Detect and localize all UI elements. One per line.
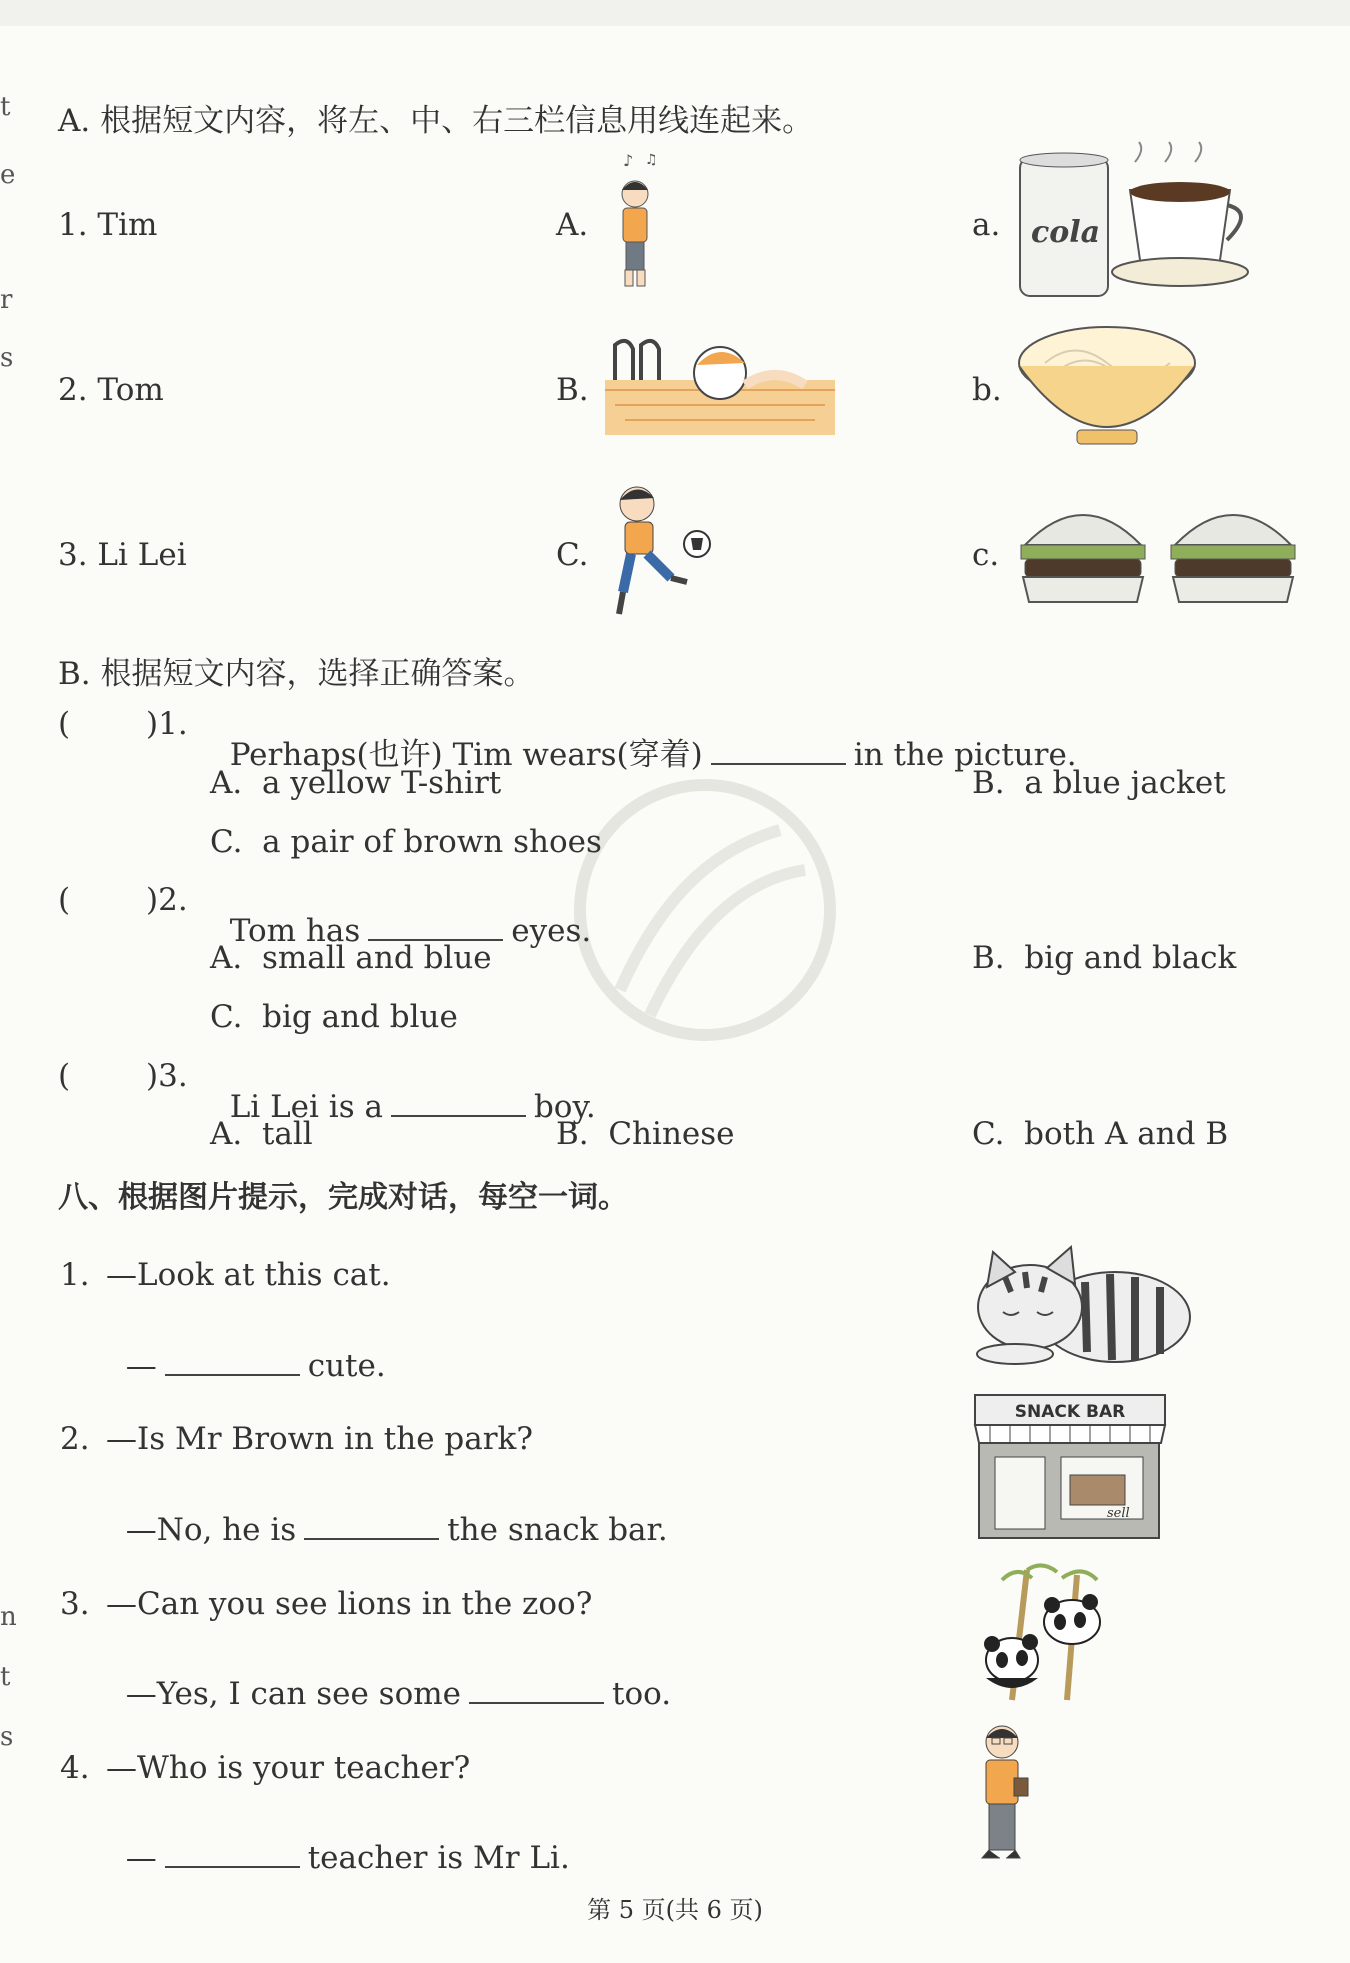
question-number: )1. — [146, 706, 188, 742]
cola-and-coffee-icon — [1015, 150, 1245, 300]
male-teacher-icon — [972, 1720, 1042, 1865]
dialog-answer-line — [106, 1812, 570, 1874]
dialog-answer-line — [106, 1484, 668, 1546]
dialog-text: too. — [611, 1676, 672, 1712]
svg-text:♪: ♪ — [623, 151, 634, 170]
question-text: boy. — [533, 1089, 596, 1125]
part-a-heading: A. 根据短文内容，将左、中、右三栏信息用线连起来。 — [58, 103, 814, 139]
margin-letter: t — [0, 1662, 11, 1692]
answer-paren: ( — [58, 706, 71, 742]
question-text: in the picture. — [853, 737, 1077, 773]
activity-letter: A. — [556, 207, 589, 243]
option-c: C. both A and B — [972, 1116, 1229, 1152]
dialog-line: —Is Mr Brown in the park? — [106, 1421, 533, 1457]
noodles-bowl-icon — [1015, 318, 1200, 458]
question-number: )3. — [146, 1058, 188, 1094]
person-name: 1. Tim — [58, 207, 158, 243]
activity-letter: C. — [556, 537, 589, 573]
dialog-text: —Yes, I can see some — [125, 1676, 461, 1712]
dialog-text: — — [125, 1348, 157, 1384]
question-number: )2. — [146, 882, 188, 918]
margin-letter: t — [0, 92, 11, 122]
person-name: 2. Tom — [58, 372, 164, 408]
dialog-answer-line — [106, 1320, 386, 1382]
question-row — [210, 709, 1077, 771]
answer-paren: ( — [58, 1058, 71, 1094]
option-c: C. a pair of brown shoes — [210, 824, 602, 860]
part-b-heading: B. 根据短文内容，选择正确答案。 — [58, 656, 535, 692]
margin-letter: e — [0, 160, 16, 190]
dialog-number: 1. — [60, 1257, 90, 1293]
boy-playing-football-icon — [605, 482, 715, 622]
question-text: Tom has — [229, 913, 361, 949]
margin-letter: s — [0, 1722, 14, 1752]
dialog-line: —Look at this cat. — [106, 1257, 391, 1293]
option-a: A. tall — [210, 1116, 313, 1152]
question-row — [210, 885, 591, 947]
question-text: eyes. — [511, 913, 592, 949]
dialog-answer-line — [106, 1648, 671, 1710]
margin-letter: r — [0, 285, 13, 315]
snack-bar-sign: SNACK BAR — [1014, 1402, 1126, 1422]
dialog-text: —No, he is — [125, 1512, 297, 1548]
dialog-text: teacher is Mr Li. — [307, 1840, 570, 1876]
option-b: B. Chinese — [556, 1116, 735, 1152]
dialog-number: 2. — [60, 1421, 90, 1457]
answer-blank[interactable] — [165, 1865, 300, 1868]
option-c: C. big and blue — [210, 999, 458, 1035]
food-letter: a. — [972, 207, 1001, 243]
food-letter: b. — [972, 372, 1002, 408]
answer-blank[interactable] — [469, 1701, 604, 1704]
answer-blank[interactable] — [391, 1114, 526, 1117]
sell-sticker: sell — [1107, 1506, 1130, 1521]
dialog-text: — — [125, 1840, 157, 1876]
activity-letter: B. — [556, 372, 589, 408]
svg-text:♫: ♫ — [645, 152, 658, 168]
answer-blank[interactable] — [165, 1373, 300, 1376]
margin-letter: s — [0, 343, 14, 373]
dialog-line: —Can you see lions in the zoo? — [106, 1586, 593, 1622]
person-name: 3. Li Lei — [58, 537, 187, 573]
question-text: Li Lei is a — [229, 1089, 383, 1125]
hamburgers-icon — [1015, 490, 1310, 615]
dialog-number: 3. — [60, 1586, 90, 1622]
part-8-heading: 八、根据图片提示，完成对话，每空一词。 — [58, 1180, 628, 1215]
answer-paren: ( — [58, 882, 71, 918]
scan-top-strip — [0, 0, 1350, 26]
dialog-text: the snack bar. — [447, 1512, 668, 1548]
question-row — [210, 1061, 596, 1123]
question-text: Perhaps(也许) Tim wears(穿着) — [229, 737, 703, 773]
sleeping-cat-icon — [975, 1232, 1195, 1367]
dialog-line: —Who is your teacher? — [106, 1750, 471, 1786]
food-letter: c. — [972, 537, 1000, 573]
boy-swimming-icon — [605, 335, 835, 435]
option-b: B. big and black — [972, 940, 1237, 976]
option-a: A. a yellow T-shirt — [210, 765, 502, 801]
option-b: B. a blue jacket — [972, 765, 1226, 801]
dialog-number: 4. — [60, 1750, 90, 1786]
cola-label: cola — [1031, 215, 1101, 250]
answer-blank[interactable] — [711, 762, 846, 765]
option-a: A. small and blue — [210, 940, 492, 976]
pandas-icon — [972, 1560, 1117, 1705]
page-footer: 第 5 页(共 6 页) — [587, 1896, 763, 1924]
boy-singing-icon — [605, 152, 670, 297]
margin-letter: n — [0, 1602, 17, 1632]
answer-blank[interactable] — [304, 1537, 439, 1540]
dialog-text: cute. — [307, 1348, 386, 1384]
snack-bar-icon — [975, 1395, 1165, 1540]
